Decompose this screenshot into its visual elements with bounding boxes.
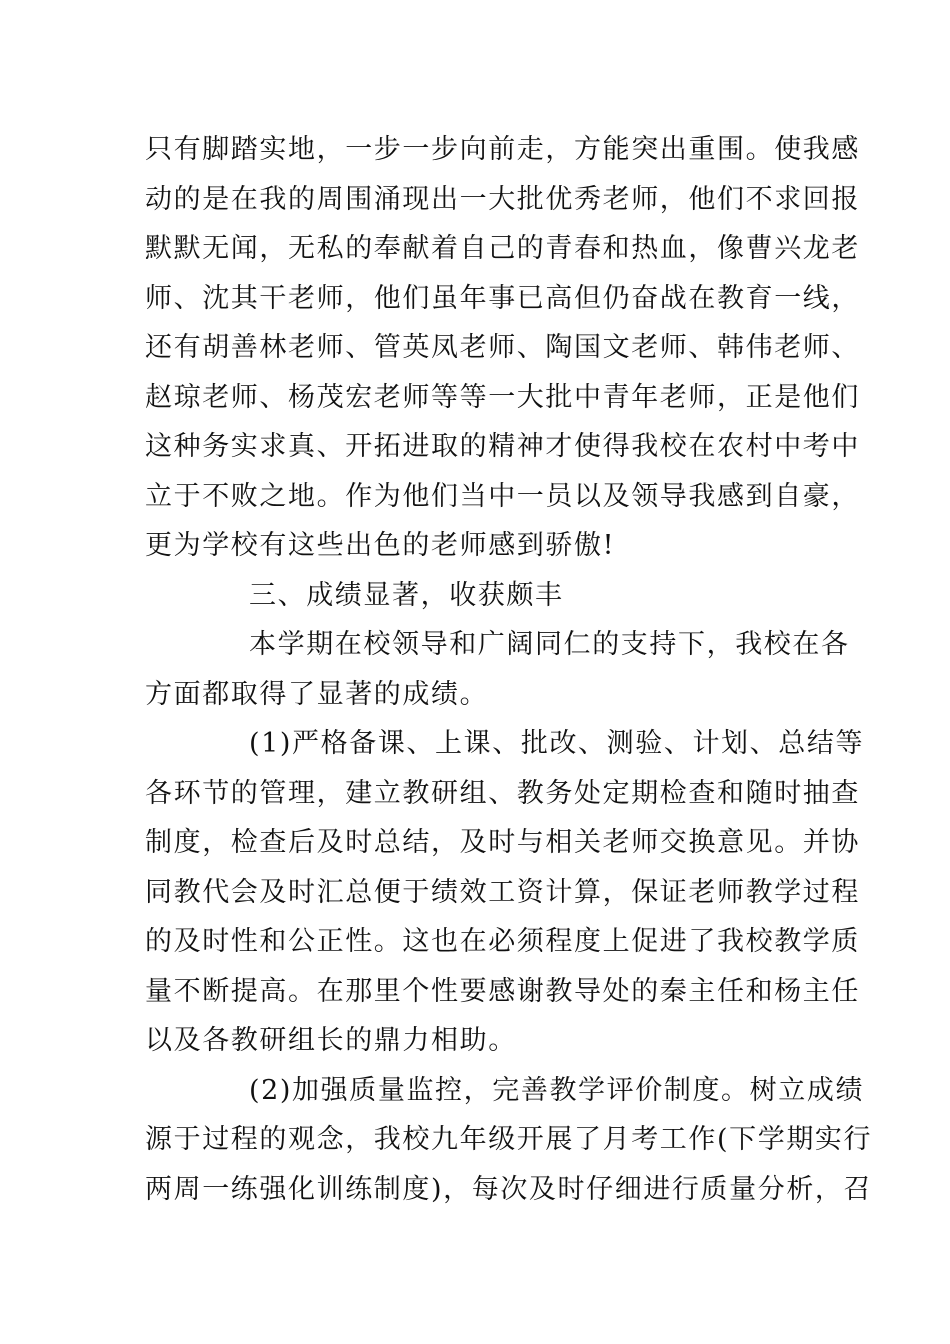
text-line: 方面都取得了显著的成绩。 <box>145 678 489 710</box>
heading-line: 三、成绩显著，收获颇丰 <box>249 579 564 611</box>
text-line: (2)加强质量监控，完善教学评价制度。树立成绩 <box>249 1074 865 1106</box>
paragraph-item-2 <box>145 1066 873 1215</box>
paragraph-teachers-praise <box>145 125 860 571</box>
paragraph-achievements-intro <box>145 620 850 719</box>
text-line: 各环节的管理，建立教研组、教务处定期检查和随时抽查 <box>145 777 860 809</box>
paragraph-item-1 <box>145 719 865 1066</box>
text-line: 制度，检查后及时总结，及时与相关老师交换意见。并协 <box>145 827 860 858</box>
text-line: 赵琼老师、杨茂宏老师等等一大批中青年老师，正是他们 <box>145 381 860 413</box>
text-line: 只有脚踏实地，一步一步向前走，方能突出重围。使我感 <box>145 134 860 165</box>
text-line: 本学期在校领导和广阔同仁的支持下，我校在各 <box>249 629 850 660</box>
text-line: 这种务实求真、开拓进取的精神才使得我校在农村中考中 <box>145 431 860 462</box>
text-line: 同教代会及时汇总便于绩效工资计算，保证老师教学过程 <box>145 876 860 908</box>
text-line: 以及各教研组长的鼎力相助。 <box>145 1025 517 1056</box>
text-line: 的及时性和公正性。这也在必须程度上促进了我校教学质 <box>145 926 860 957</box>
text-line: 还有胡善林老师、管英凤老师、陶国文老师、韩伟老师、 <box>145 332 860 363</box>
text-line: 师、沈其干老师，他们虽年事已高但仍奋战在教育一线， <box>145 282 860 314</box>
section-heading-achievements <box>145 571 810 621</box>
text-line: 更为学校有这些出色的老师感到骄傲! <box>145 530 616 561</box>
text-line: 立于不败之地。作为他们当中一员以及领导我感到自豪， <box>145 480 860 512</box>
text-line: 源于过程的观念，我校九年级开展了月考工作(下学期实行 <box>145 1124 873 1155</box>
text-line: 动的是在我的周围涌现出一大批优秀老师，他们不求回报 <box>145 183 860 215</box>
text-line: (1)严格备课、上课、批改、测验、计划、总结等 <box>249 728 865 759</box>
text-line: 默默无闻，无私的奉献着自己的青春和热血，像曹兴龙老 <box>145 233 860 264</box>
text-line: 量不断提高。在那里个性要感谢教导处的秦主任和杨主任 <box>145 975 860 1007</box>
text-line: 两周一练强化训练制度)，每次及时仔细进行质量分析，召 <box>145 1173 873 1205</box>
document-page <box>145 125 873 1214</box>
